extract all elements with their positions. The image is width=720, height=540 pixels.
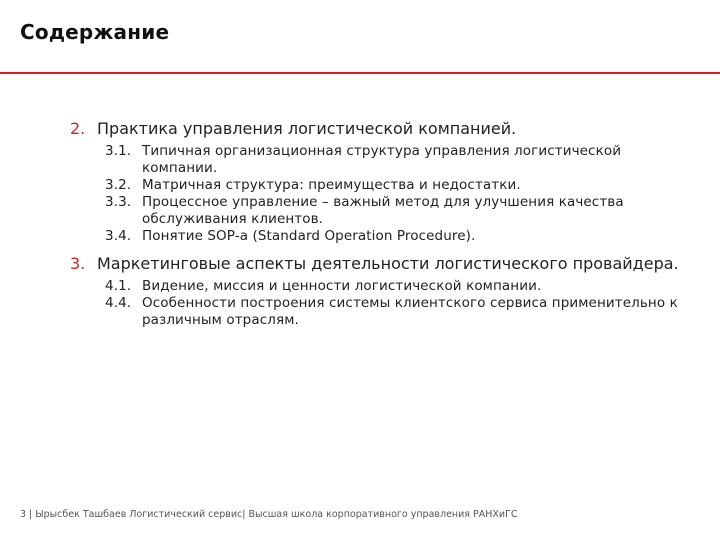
list-item [105,295,690,329]
contents-list [70,118,690,337]
slide-footer [20,509,518,520]
item-number: 4.1. [105,278,132,294]
item-number: 3.1. [105,143,132,159]
item-text: Понятие SOP-а (Standard Operation Procedure). [142,228,476,244]
list-item [105,143,690,177]
page-number: 3 [20,509,27,520]
section-3 [70,253,690,329]
section-number: 2. [70,119,86,138]
item-text: Процессное управление – важный метод для улучшения качества обслуживания клиентов. [142,194,624,227]
footer-separator: | [29,509,33,520]
section-2 [70,118,690,245]
list-item [105,228,690,245]
list-item [105,194,690,228]
title-divider [0,72,720,74]
list-item [105,278,690,295]
section-title: Маркетинговые аспекты деятельности логистического провайдера. [97,254,679,273]
slide-title: Содержание [20,20,170,44]
item-text: Особенности построения системы клиентского сервиса применительно к различным отраслям. [142,295,678,328]
item-number: 3.3. [105,194,132,210]
footer-text: Ырысбек Ташбаев Логистический сервис| Высшая школа корпоративного управления РАНХиГС [35,509,518,520]
item-number: 3.2. [105,177,132,193]
list-item [105,177,690,194]
section-number: 3. [70,254,86,273]
section-title: Практика управления логистической компанией. [97,119,517,138]
item-text: Типичная организационная структура управления логистической компании. [142,143,622,176]
item-text: Матричная структура: преимущества и недостатки. [142,177,521,193]
item-number: 3.4. [105,228,132,244]
item-text: Видение, миссия и ценности логистической компании. [142,278,542,294]
item-number: 4.4. [105,295,132,311]
